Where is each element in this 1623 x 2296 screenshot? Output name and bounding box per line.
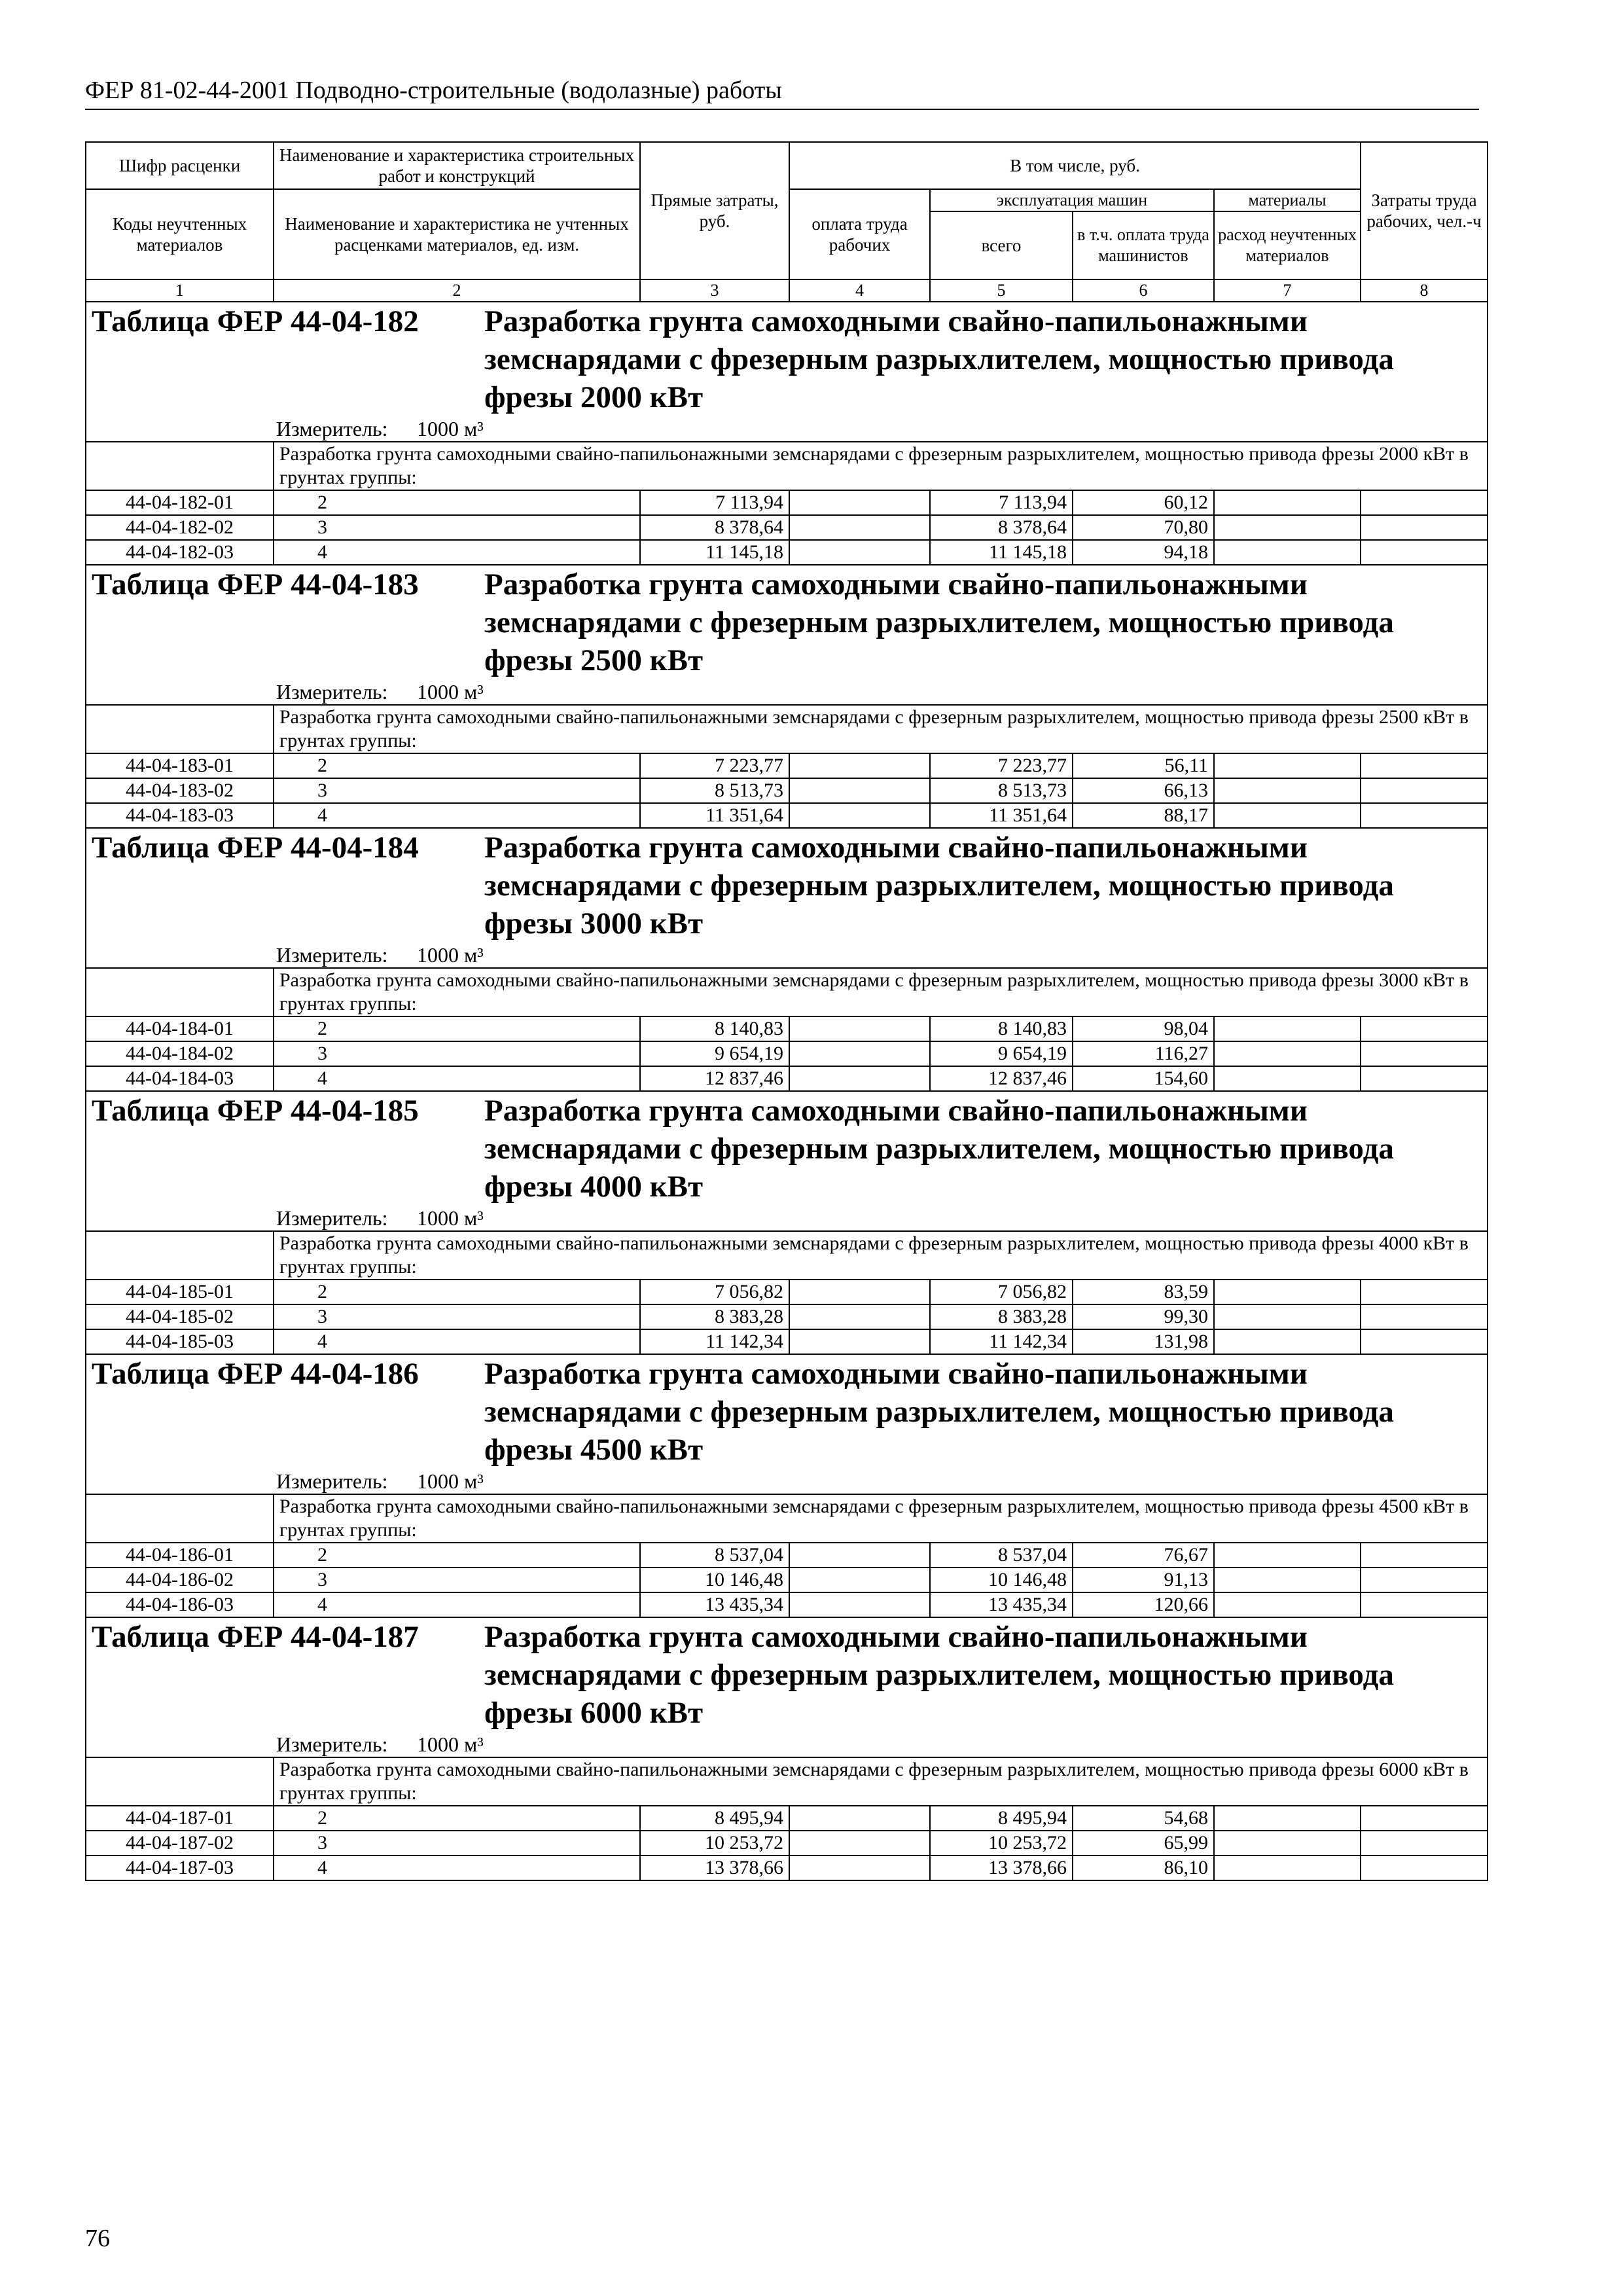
rate-code-cell: 44-04-187-03 bbox=[86, 1856, 274, 1880]
table-row bbox=[86, 803, 1488, 828]
machine-wages-cell: 116,27 bbox=[1073, 1041, 1214, 1066]
rate-code-cell: 44-04-183-03 bbox=[86, 803, 274, 828]
materials-cell bbox=[1214, 1856, 1361, 1880]
wages-cell bbox=[789, 490, 930, 515]
description-cell: Разработка грунта самоходными свайно-папильонажными земснарядами с фрезерным разрыхлителем, мощностью привода фрезы 4000 кВт в грунтах группы: bbox=[274, 1231, 1488, 1280]
header-codes-unaccounted: Коды неучтенных материалов bbox=[86, 189, 274, 279]
direct-cost-cell: 11 142,34 bbox=[640, 1329, 789, 1354]
direct-cost-cell: 7 223,77 bbox=[640, 753, 789, 778]
header-labor: Затраты труда рабочих, чел.-ч bbox=[1361, 142, 1488, 279]
direct-cost-cell: 10 146,48 bbox=[640, 1568, 789, 1592]
direct-cost-cell: 10 253,72 bbox=[640, 1831, 789, 1856]
wages-cell bbox=[789, 1016, 930, 1041]
machine-wages-cell: 94,18 bbox=[1073, 540, 1214, 565]
soil-group-cell: 3 bbox=[274, 1304, 640, 1329]
column-number: 1 bbox=[86, 279, 274, 302]
measure-line bbox=[86, 1206, 1487, 1230]
labor-cell bbox=[1361, 803, 1488, 828]
wages-cell bbox=[789, 540, 930, 565]
soil-group-cell: 4 bbox=[274, 1856, 640, 1880]
description-empty-cell bbox=[86, 442, 274, 490]
table-title-row bbox=[86, 1354, 1488, 1494]
table-title-cell bbox=[86, 1617, 1488, 1757]
table-title-cell bbox=[86, 1354, 1488, 1494]
rate-code-cell: 44-04-185-03 bbox=[86, 1329, 274, 1354]
labor-cell bbox=[1361, 753, 1488, 778]
description-cell: Разработка грунта самоходными свайно-папильонажными земснарядами с фрезерным разрыхлителем, мощностью привода фрезы 6000 кВт в грунтах группы: bbox=[274, 1757, 1488, 1806]
table-code: Таблица ФЕР 44-04-186 bbox=[92, 1357, 419, 1391]
machines-total-cell: 8 383,28 bbox=[930, 1304, 1073, 1329]
description-row bbox=[86, 705, 1488, 753]
wages-cell bbox=[789, 1329, 930, 1354]
measure-value: 1000 м³ bbox=[417, 1732, 484, 1756]
materials-cell bbox=[1214, 1066, 1361, 1091]
measure-label: Измеритель: bbox=[276, 1206, 388, 1230]
machines-total-cell: 8 140,83 bbox=[930, 1016, 1073, 1041]
table-row bbox=[86, 1806, 1488, 1831]
table-code: Таблица ФЕР 44-04-184 bbox=[92, 831, 419, 865]
header-code: Шифр расценки bbox=[86, 142, 274, 189]
table-row bbox=[86, 540, 1488, 565]
table-title bbox=[86, 1355, 1487, 1469]
soil-group-cell: 4 bbox=[274, 540, 640, 565]
materials-cell bbox=[1214, 753, 1361, 778]
header-including: В том числе, руб. bbox=[789, 142, 1361, 189]
table-row bbox=[86, 1329, 1488, 1354]
machine-wages-cell: 88,17 bbox=[1073, 803, 1214, 828]
soil-group-cell: 4 bbox=[274, 1592, 640, 1617]
wages-cell bbox=[789, 1041, 930, 1066]
table-title bbox=[86, 1618, 1487, 1732]
table-title bbox=[86, 829, 1487, 942]
labor-cell bbox=[1361, 778, 1488, 803]
machines-total-cell: 13 378,66 bbox=[930, 1856, 1073, 1880]
labor-cell bbox=[1361, 1592, 1488, 1617]
materials-cell bbox=[1214, 1016, 1361, 1041]
header-materials: материалы bbox=[1214, 189, 1361, 211]
labor-cell bbox=[1361, 1041, 1488, 1066]
column-number: 2 bbox=[274, 279, 640, 302]
measure-label: Измеритель: bbox=[276, 680, 388, 704]
rate-code-cell: 44-04-182-01 bbox=[86, 490, 274, 515]
soil-group-cell: 3 bbox=[274, 1041, 640, 1066]
measure-line bbox=[86, 416, 1487, 441]
machine-wages-cell: 76,67 bbox=[1073, 1543, 1214, 1568]
labor-cell bbox=[1361, 1304, 1488, 1329]
machines-total-cell: 11 142,34 bbox=[930, 1329, 1073, 1354]
labor-cell bbox=[1361, 1568, 1488, 1592]
soil-group-cell: 2 bbox=[274, 1280, 640, 1304]
wages-cell bbox=[789, 1592, 930, 1617]
measure-line bbox=[86, 1469, 1487, 1494]
wages-cell bbox=[789, 803, 930, 828]
direct-cost-cell: 9 654,19 bbox=[640, 1041, 789, 1066]
table-header bbox=[86, 142, 1488, 302]
direct-cost-cell: 7 056,82 bbox=[640, 1280, 789, 1304]
measure-line bbox=[86, 942, 1487, 967]
description-empty-cell bbox=[86, 1757, 274, 1806]
machines-total-cell: 7 056,82 bbox=[930, 1280, 1073, 1304]
column-number: 4 bbox=[789, 279, 930, 302]
machine-wages-cell: 86,10 bbox=[1073, 1856, 1214, 1880]
table-row bbox=[86, 1304, 1488, 1329]
machine-wages-cell: 65,99 bbox=[1073, 1831, 1214, 1856]
direct-cost-cell: 11 145,18 bbox=[640, 540, 789, 565]
description-cell: Разработка грунта самоходными свайно-папильонажными земснарядами с фрезерным разрыхлителем, мощностью привода фрезы 2500 кВт в грунтах группы: bbox=[274, 705, 1488, 753]
description-row bbox=[86, 1757, 1488, 1806]
machine-wages-cell: 66,13 bbox=[1073, 778, 1214, 803]
table-row bbox=[86, 1543, 1488, 1568]
machine-wages-cell: 91,13 bbox=[1073, 1568, 1214, 1592]
wages-cell bbox=[789, 1831, 930, 1856]
direct-cost-cell: 11 351,64 bbox=[640, 803, 789, 828]
machines-total-cell: 8 495,94 bbox=[930, 1806, 1073, 1831]
machines-total-cell: 10 253,72 bbox=[930, 1831, 1073, 1856]
measure-value: 1000 м³ bbox=[417, 417, 484, 440]
direct-cost-cell: 8 537,04 bbox=[640, 1543, 789, 1568]
direct-cost-cell: 13 378,66 bbox=[640, 1856, 789, 1880]
machines-total-cell: 10 146,48 bbox=[930, 1568, 1073, 1592]
measure-line bbox=[86, 1732, 1487, 1757]
rate-code-cell: 44-04-184-01 bbox=[86, 1016, 274, 1041]
description-row bbox=[86, 442, 1488, 490]
table-row bbox=[86, 753, 1488, 778]
rate-code-cell: 44-04-183-02 bbox=[86, 778, 274, 803]
machines-total-cell: 9 654,19 bbox=[930, 1041, 1073, 1066]
machine-wages-cell: 83,59 bbox=[1073, 1280, 1214, 1304]
table-row bbox=[86, 1856, 1488, 1880]
labor-cell bbox=[1361, 1856, 1488, 1880]
rate-code-cell: 44-04-182-03 bbox=[86, 540, 274, 565]
machines-total-cell: 7 223,77 bbox=[930, 753, 1073, 778]
measure-value: 1000 м³ bbox=[417, 943, 484, 967]
table-row bbox=[86, 490, 1488, 515]
soil-group-cell: 2 bbox=[274, 1806, 640, 1831]
materials-cell bbox=[1214, 1041, 1361, 1066]
description-cell: Разработка грунта самоходными свайно-папильонажными земснарядами с фрезерным разрыхлителем, мощностью привода фрезы 4500 кВт в грунтах группы: bbox=[274, 1494, 1488, 1543]
header-machines-total: всего bbox=[930, 211, 1073, 279]
table-title bbox=[86, 565, 1487, 679]
description-cell: Разработка грунта самоходными свайно-папильонажными земснарядами с фрезерным разрыхлителем, мощностью привода фрезы 2000 кВт в грунтах группы: bbox=[274, 442, 1488, 490]
direct-cost-cell: 8 513,73 bbox=[640, 778, 789, 803]
wages-cell bbox=[789, 515, 930, 540]
header-materials-usage: расход неучтенных материалов bbox=[1214, 211, 1361, 279]
column-number: 7 bbox=[1214, 279, 1361, 302]
soil-group-cell: 2 bbox=[274, 753, 640, 778]
machines-total-cell: 8 513,73 bbox=[930, 778, 1073, 803]
materials-cell bbox=[1214, 1329, 1361, 1354]
machine-wages-cell: 99,30 bbox=[1073, 1304, 1214, 1329]
direct-cost-cell: 12 837,46 bbox=[640, 1066, 789, 1091]
measure-value: 1000 м³ bbox=[417, 1206, 484, 1230]
materials-cell bbox=[1214, 1831, 1361, 1856]
machines-total-cell: 8 537,04 bbox=[930, 1543, 1073, 1568]
direct-cost-cell: 7 113,94 bbox=[640, 490, 789, 515]
machine-wages-cell: 56,11 bbox=[1073, 753, 1214, 778]
header-machines-wages: в т.ч. оплата труда машинистов bbox=[1073, 211, 1214, 279]
wages-cell bbox=[789, 1304, 930, 1329]
machine-wages-cell: 131,98 bbox=[1073, 1329, 1214, 1354]
machines-total-cell: 7 113,94 bbox=[930, 490, 1073, 515]
table-name: Разработка грунта самоходными свайно-папильонажными земснарядами с фрезерным разрыхлителем, мощностью привода фрезы 2500 кВт bbox=[484, 567, 1394, 677]
table-row bbox=[86, 1568, 1488, 1592]
table-name: Разработка грунта самоходными свайно-папильонажными земснарядами с фрезерным разрыхлителем, мощностью привода фрезы 3000 кВт bbox=[484, 831, 1394, 941]
direct-cost-cell: 8 140,83 bbox=[640, 1016, 789, 1041]
table-code: Таблица ФЕР 44-04-185 bbox=[92, 1094, 419, 1128]
table-row bbox=[86, 1066, 1488, 1091]
rate-code-cell: 44-04-185-02 bbox=[86, 1304, 274, 1329]
column-number: 5 bbox=[930, 279, 1073, 302]
measure-label: Измеритель: bbox=[276, 1469, 388, 1493]
table-title-row bbox=[86, 828, 1488, 968]
table-title-cell bbox=[86, 302, 1488, 442]
machine-wages-cell: 70,80 bbox=[1073, 515, 1214, 540]
description-empty-cell bbox=[86, 1231, 274, 1280]
soil-group-cell: 4 bbox=[274, 1066, 640, 1091]
machine-wages-cell: 54,68 bbox=[1073, 1806, 1214, 1831]
table-title-row bbox=[86, 302, 1488, 442]
labor-cell bbox=[1361, 1066, 1488, 1091]
measure-label: Измеритель: bbox=[276, 943, 388, 967]
soil-group-cell: 2 bbox=[274, 490, 640, 515]
materials-cell bbox=[1214, 515, 1361, 540]
rate-code-cell: 44-04-187-01 bbox=[86, 1806, 274, 1831]
header-machines: эксплуатация машин bbox=[930, 189, 1214, 211]
materials-cell bbox=[1214, 1304, 1361, 1329]
materials-cell bbox=[1214, 803, 1361, 828]
table-row bbox=[86, 778, 1488, 803]
labor-cell bbox=[1361, 490, 1488, 515]
column-number: 8 bbox=[1361, 279, 1488, 302]
soil-group-cell: 2 bbox=[274, 1016, 640, 1041]
rate-code-cell: 44-04-182-02 bbox=[86, 515, 274, 540]
measure-value: 1000 м³ bbox=[417, 1469, 484, 1493]
soil-group-cell: 3 bbox=[274, 515, 640, 540]
wages-cell bbox=[789, 778, 930, 803]
soil-group-cell: 3 bbox=[274, 1831, 640, 1856]
table-row bbox=[86, 1592, 1488, 1617]
header-direct: Прямые затраты, руб. bbox=[640, 142, 789, 279]
labor-cell bbox=[1361, 1329, 1488, 1354]
measure-label: Измеритель: bbox=[276, 1732, 388, 1756]
table-row bbox=[86, 1041, 1488, 1066]
description-empty-cell bbox=[86, 705, 274, 753]
machines-total-cell: 8 378,64 bbox=[930, 515, 1073, 540]
materials-cell bbox=[1214, 490, 1361, 515]
materials-cell bbox=[1214, 1280, 1361, 1304]
table-name: Разработка грунта самоходными свайно-папильонажными земснарядами с фрезерным разрыхлителем, мощностью привода фрезы 6000 кВт bbox=[484, 1620, 1394, 1730]
table-title-row bbox=[86, 565, 1488, 705]
header-wages: оплата труда рабочих bbox=[789, 189, 930, 279]
rate-code-cell: 44-04-186-03 bbox=[86, 1592, 274, 1617]
direct-cost-cell: 8 383,28 bbox=[640, 1304, 789, 1329]
description-row bbox=[86, 1494, 1488, 1543]
wages-cell bbox=[789, 1806, 930, 1831]
table-name: Разработка грунта самоходными свайно-папильонажными земснарядами с фрезерным разрыхлителем, мощностью привода фрезы 2000 кВт bbox=[484, 304, 1394, 414]
running-header: ФЕР 81-02-44-2001 Подводно-строительные (водолазные) работы bbox=[85, 75, 1479, 110]
wages-cell bbox=[789, 753, 930, 778]
page-number: 76 bbox=[85, 2225, 110, 2252]
table-title-cell bbox=[86, 1091, 1488, 1231]
rate-code-cell: 44-04-186-02 bbox=[86, 1568, 274, 1592]
rate-code-cell: 44-04-184-03 bbox=[86, 1066, 274, 1091]
table-title bbox=[86, 1092, 1487, 1206]
materials-cell bbox=[1214, 778, 1361, 803]
wages-cell bbox=[789, 1280, 930, 1304]
direct-cost-cell: 8 378,64 bbox=[640, 515, 789, 540]
wages-cell bbox=[789, 1568, 930, 1592]
wages-cell bbox=[789, 1856, 930, 1880]
soil-group-cell: 4 bbox=[274, 1329, 640, 1354]
machine-wages-cell: 154,60 bbox=[1073, 1066, 1214, 1091]
machines-total-cell: 11 351,64 bbox=[930, 803, 1073, 828]
rate-code-cell: 44-04-185-01 bbox=[86, 1280, 274, 1304]
direct-cost-cell: 8 495,94 bbox=[640, 1806, 789, 1831]
rate-code-cell: 44-04-186-01 bbox=[86, 1543, 274, 1568]
table-row bbox=[86, 1831, 1488, 1856]
rates-table bbox=[85, 141, 1488, 1881]
description-row bbox=[86, 968, 1488, 1016]
materials-cell bbox=[1214, 1592, 1361, 1617]
description-empty-cell bbox=[86, 968, 274, 1016]
column-numbers-row bbox=[86, 279, 1488, 302]
header-name-bottom: Наименование и характеристика не учтенных расценками материалов, ед. изм. bbox=[274, 189, 640, 279]
description-row bbox=[86, 1231, 1488, 1280]
measure-value: 1000 м³ bbox=[417, 680, 484, 704]
table-code: Таблица ФЕР 44-04-183 bbox=[92, 567, 419, 601]
soil-group-cell: 3 bbox=[274, 778, 640, 803]
table-row bbox=[86, 1280, 1488, 1304]
labor-cell bbox=[1361, 515, 1488, 540]
soil-group-cell: 4 bbox=[274, 803, 640, 828]
wages-cell bbox=[789, 1543, 930, 1568]
wages-cell bbox=[789, 1066, 930, 1091]
table-title bbox=[86, 302, 1487, 416]
materials-cell bbox=[1214, 1543, 1361, 1568]
table-title-cell bbox=[86, 828, 1488, 968]
table-row bbox=[86, 515, 1488, 540]
table-row bbox=[86, 1016, 1488, 1041]
table-title-cell bbox=[86, 565, 1488, 705]
column-number: 6 bbox=[1073, 279, 1214, 302]
machine-wages-cell: 98,04 bbox=[1073, 1016, 1214, 1041]
table-title-row bbox=[86, 1617, 1488, 1757]
table-code: Таблица ФЕР 44-04-182 bbox=[92, 304, 419, 338]
machines-total-cell: 13 435,34 bbox=[930, 1592, 1073, 1617]
rate-code-cell: 44-04-187-02 bbox=[86, 1831, 274, 1856]
machines-total-cell: 11 145,18 bbox=[930, 540, 1073, 565]
direct-cost-cell: 13 435,34 bbox=[640, 1592, 789, 1617]
labor-cell bbox=[1361, 1806, 1488, 1831]
rate-code-cell: 44-04-183-01 bbox=[86, 753, 274, 778]
machine-wages-cell: 60,12 bbox=[1073, 490, 1214, 515]
materials-cell bbox=[1214, 1806, 1361, 1831]
measure-line bbox=[86, 679, 1487, 704]
labor-cell bbox=[1361, 1016, 1488, 1041]
labor-cell bbox=[1361, 1831, 1488, 1856]
materials-cell bbox=[1214, 540, 1361, 565]
labor-cell bbox=[1361, 540, 1488, 565]
table-name: Разработка грунта самоходными свайно-папильонажными земснарядами с фрезерным разрыхлителем, мощностью привода фрезы 4000 кВт bbox=[484, 1094, 1394, 1204]
header-name-top: Наименование и характеристика строительных работ и конструкций bbox=[274, 142, 640, 189]
machines-total-cell: 12 837,46 bbox=[930, 1066, 1073, 1091]
column-number: 3 bbox=[640, 279, 789, 302]
machine-wages-cell: 120,66 bbox=[1073, 1592, 1214, 1617]
materials-cell bbox=[1214, 1568, 1361, 1592]
description-cell: Разработка грунта самоходными свайно-папильонажными земснарядами с фрезерным разрыхлителем, мощностью привода фрезы 3000 кВт в грунтах группы: bbox=[274, 968, 1488, 1016]
table-title-row bbox=[86, 1091, 1488, 1231]
rate-code-cell: 44-04-184-02 bbox=[86, 1041, 274, 1066]
labor-cell bbox=[1361, 1280, 1488, 1304]
measure-label: Измеритель: bbox=[276, 417, 388, 440]
soil-group-cell: 3 bbox=[274, 1568, 640, 1592]
table-code: Таблица ФЕР 44-04-187 bbox=[92, 1620, 419, 1654]
description-empty-cell bbox=[86, 1494, 274, 1543]
labor-cell bbox=[1361, 1543, 1488, 1568]
soil-group-cell: 2 bbox=[274, 1543, 640, 1568]
table-name: Разработка грунта самоходными свайно-папильонажными земснарядами с фрезерным разрыхлителем, мощностью привода фрезы 4500 кВт bbox=[484, 1357, 1394, 1467]
